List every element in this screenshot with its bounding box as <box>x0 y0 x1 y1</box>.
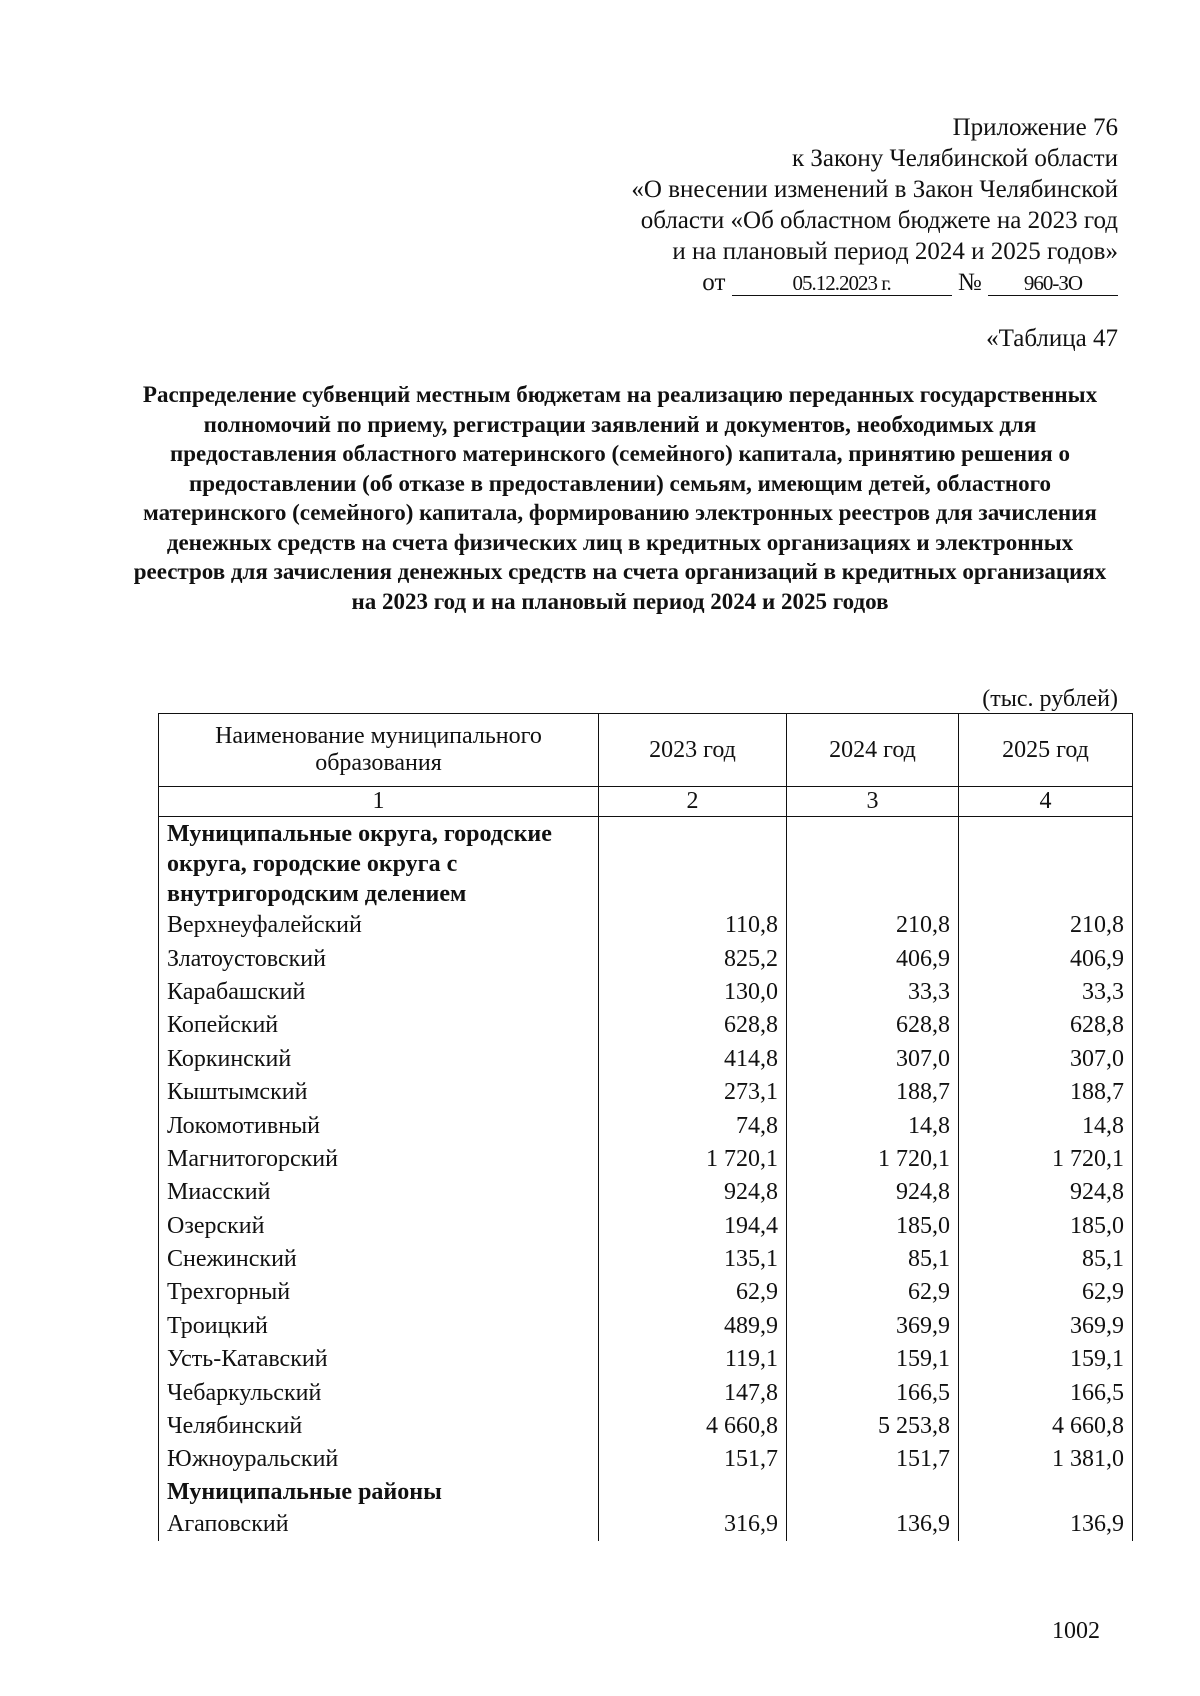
table-row <box>159 1109 1133 1142</box>
value-2025: 85,1 <box>959 1243 1133 1276</box>
table-row <box>159 1410 1133 1443</box>
appendix-line: Приложение 76 <box>952 114 1118 141</box>
header-2023: 2023 год <box>599 714 787 787</box>
table-row <box>159 1143 1133 1176</box>
table-row <box>159 1376 1133 1409</box>
value-2023: 147,8 <box>599 1376 787 1409</box>
column-number: 2 <box>599 787 787 817</box>
municipality-name: Магнитогорский <box>159 1143 599 1176</box>
appendix-header <box>498 112 1118 298</box>
table-row <box>159 1176 1133 1209</box>
value-2024: 14,8 <box>787 1109 959 1142</box>
value-2025: 136,9 <box>959 1508 1133 1541</box>
header-2025: 2025 год <box>959 714 1133 787</box>
table-row <box>159 1009 1133 1042</box>
municipality-name: Локомотивный <box>159 1109 599 1142</box>
table-row <box>159 1243 1133 1276</box>
column-number: 4 <box>959 787 1133 817</box>
table-row <box>159 1210 1133 1243</box>
law-date: 05.12.2023 г. <box>732 271 952 296</box>
municipality-name: Кыштымский <box>159 1076 599 1109</box>
table-row <box>159 1076 1133 1109</box>
value-2023: 74,8 <box>599 1109 787 1142</box>
appendix-line: к Закону Челябинской области <box>792 145 1118 172</box>
municipality-name: Миасский <box>159 1176 599 1209</box>
value-2025: 188,7 <box>959 1076 1133 1109</box>
value-2025: 14,8 <box>959 1109 1133 1142</box>
column-number: 1 <box>159 787 599 817</box>
value-2024: 406,9 <box>787 942 959 975</box>
from-label: от <box>702 269 726 296</box>
value-2023: 110,8 <box>599 909 787 942</box>
value-2024: 136,9 <box>787 1508 959 1541</box>
value-2025: 406,9 <box>959 942 1133 975</box>
table-row <box>159 1508 1133 1541</box>
table-row <box>159 1043 1133 1076</box>
value-2024: 210,8 <box>787 909 959 942</box>
value-2023: 273,1 <box>599 1076 787 1109</box>
value-2025: 307,0 <box>959 1043 1133 1076</box>
municipality-name: Южноуральский <box>159 1443 599 1476</box>
value-2025: 1 381,0 <box>959 1443 1133 1476</box>
municipality-name: Усть-Катавский <box>159 1343 599 1376</box>
value-2023: 130,0 <box>599 976 787 1009</box>
municipality-name: Снежинский <box>159 1243 599 1276</box>
page-number: 1002 <box>1052 1618 1100 1644</box>
column-number-row <box>159 787 1133 817</box>
document-title: Распределение субвенций местным бюджетам на реализацию переданных государственных полномочий по приему, регистрации заявлений и документов, необходимых для предоставления областного материнского (семейного) капитала, принятию решения о предоставлении (об отказе в предоставлении) семьям, имеющим детей, областного материнского (семейного) капитала, формированию электронных реестров для зачисления денежных средств на счета физических лиц в кредитных организациях и электронных реестров для зачисления денежных средств на счета организаций в кредитных организациях на 2023 год и на плановый период 2024 и 2025 годов <box>133 382 1107 614</box>
header-municipality: Наименование муниципального образования <box>159 714 599 787</box>
table-row <box>159 976 1133 1009</box>
value-2023: 924,8 <box>599 1176 787 1209</box>
table-row <box>159 1310 1133 1343</box>
subventions-table <box>158 713 1133 1541</box>
appendix-line: «О внесении изменений в Закон Челябинской <box>631 176 1118 203</box>
group-row-municipal-districts <box>159 1477 1133 1508</box>
value-2024: 185,0 <box>787 1210 959 1243</box>
municipality-name: Карабашский <box>159 976 599 1009</box>
value-2025: 369,9 <box>959 1310 1133 1343</box>
value-2024: 628,8 <box>787 1009 959 1042</box>
law-number: 960-ЗО <box>988 271 1118 296</box>
number-label: № <box>957 269 982 296</box>
value-2023: 151,7 <box>599 1443 787 1476</box>
value-2024: 5 253,8 <box>787 1410 959 1443</box>
value-2025: 166,5 <box>959 1376 1133 1409</box>
group-title: Муниципальные районы <box>159 1477 599 1508</box>
column-number: 3 <box>787 787 959 817</box>
table-row <box>159 1443 1133 1476</box>
value-2025: 159,1 <box>959 1343 1133 1376</box>
value-2024: 1 720,1 <box>787 1143 959 1176</box>
value-2025: 62,9 <box>959 1276 1133 1309</box>
value-2025: 185,0 <box>959 1210 1133 1243</box>
value-2025: 33,3 <box>959 976 1133 1009</box>
value-2023: 316,9 <box>599 1508 787 1541</box>
value-2024: 924,8 <box>787 1176 959 1209</box>
table-row <box>159 942 1133 975</box>
value-2024: 188,7 <box>787 1076 959 1109</box>
municipality-name: Златоустовский <box>159 942 599 975</box>
municipality-name: Копейский <box>159 1009 599 1042</box>
value-2025: 4 660,8 <box>959 1410 1133 1443</box>
table-row <box>159 1276 1133 1309</box>
value-2024: 62,9 <box>787 1276 959 1309</box>
table-row <box>159 909 1133 942</box>
law-date-number-line <box>498 267 1118 298</box>
municipality-name: Челябинский <box>159 1410 599 1443</box>
municipality-name: Коркинский <box>159 1043 599 1076</box>
value-2023: 135,1 <box>599 1243 787 1276</box>
table-row <box>159 1343 1133 1376</box>
municipality-name: Верхнеуфалейский <box>159 909 599 942</box>
table-header-row <box>159 714 1133 787</box>
appendix-line: и на плановый период 2024 и 2025 годов» <box>672 238 1118 265</box>
value-2024: 307,0 <box>787 1043 959 1076</box>
value-2023: 62,9 <box>599 1276 787 1309</box>
municipality-name: Чебаркульский <box>159 1376 599 1409</box>
value-2025: 1 720,1 <box>959 1143 1133 1176</box>
municipality-name: Агаповский <box>159 1508 599 1541</box>
value-2024: 151,7 <box>787 1443 959 1476</box>
value-2023: 119,1 <box>599 1343 787 1376</box>
value-2024: 33,3 <box>787 976 959 1009</box>
value-2023: 489,9 <box>599 1310 787 1343</box>
municipality-name: Троицкий <box>159 1310 599 1343</box>
value-2023: 825,2 <box>599 942 787 975</box>
header-2024: 2024 год <box>787 714 959 787</box>
municipality-name: Трехгорный <box>159 1276 599 1309</box>
value-2025: 924,8 <box>959 1176 1133 1209</box>
value-2023: 414,8 <box>599 1043 787 1076</box>
value-2024: 369,9 <box>787 1310 959 1343</box>
value-2025: 210,8 <box>959 909 1133 942</box>
value-2023: 4 660,8 <box>599 1410 787 1443</box>
value-2024: 159,1 <box>787 1343 959 1376</box>
group-title: Муниципальные округа, городские округа, городские округа с внутригородским делением <box>159 817 599 910</box>
group-row-urban-districts <box>159 817 1133 910</box>
value-2023: 194,4 <box>599 1210 787 1243</box>
units-label: (тыс. рублей) <box>982 686 1118 712</box>
table-reference: «Таблица 47 <box>986 325 1118 352</box>
municipality-name: Озерский <box>159 1210 599 1243</box>
value-2023: 1 720,1 <box>599 1143 787 1176</box>
value-2024: 166,5 <box>787 1376 959 1409</box>
value-2023: 628,8 <box>599 1009 787 1042</box>
value-2025: 628,8 <box>959 1009 1133 1042</box>
value-2024: 85,1 <box>787 1243 959 1276</box>
appendix-line: области «Об областном бюджете на 2023 год <box>640 207 1118 234</box>
